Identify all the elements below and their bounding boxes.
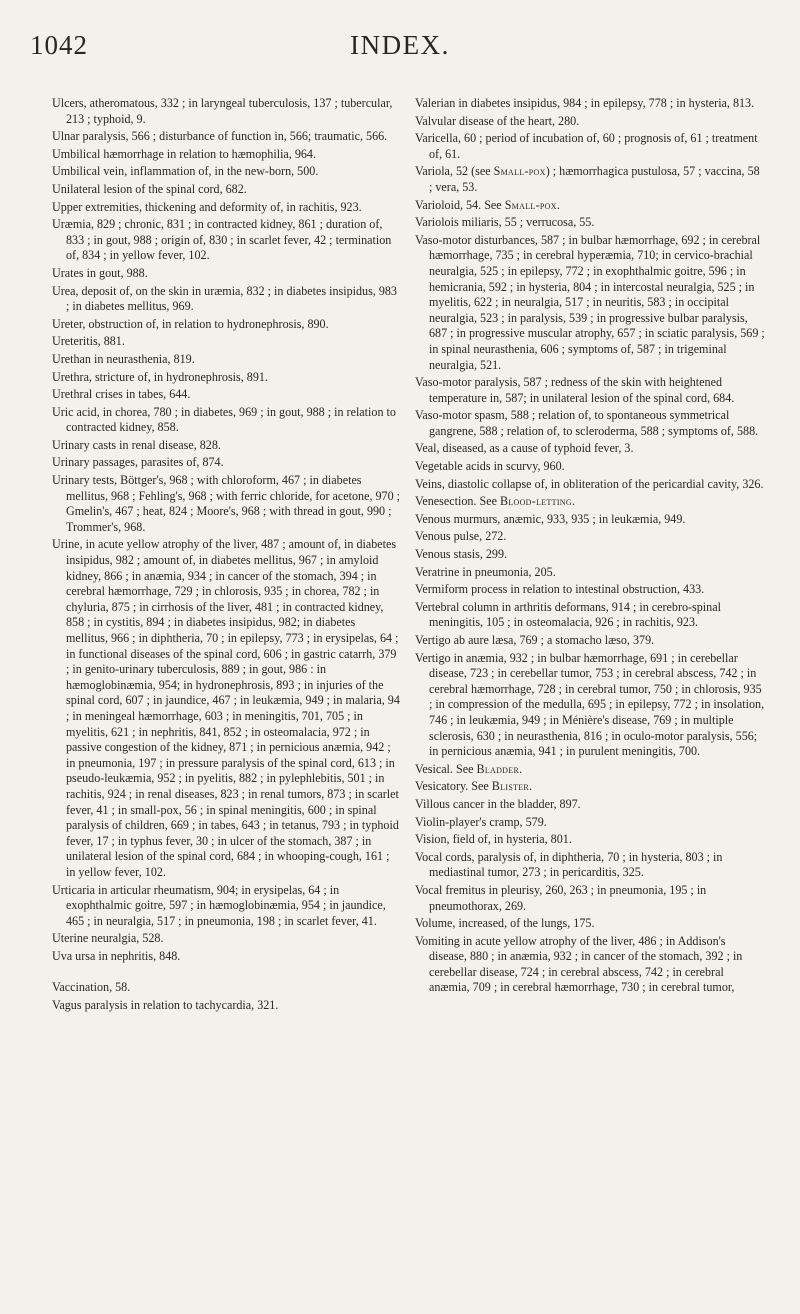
index-entry xyxy=(415,547,765,563)
index-entry xyxy=(52,998,400,1014)
index-entry-text: Veratrine in pneumonia, 205. xyxy=(415,564,556,579)
index-entry-text-after: . xyxy=(529,779,533,794)
index-entry-text: Ureter, obstruction of, in relation to hydronephrosis, 890. xyxy=(52,316,329,331)
index-entry xyxy=(52,473,400,535)
index-entry xyxy=(415,215,765,231)
index-entry-text: Unilateral lesion of the spinal cord, 682. xyxy=(52,181,247,196)
index-entry xyxy=(415,850,765,881)
index-entry xyxy=(52,455,400,471)
index-entry xyxy=(415,198,765,214)
index-entry-text: Vermiform process in relation to intestinal obstruction, 433. xyxy=(415,582,705,597)
index-entry xyxy=(415,459,765,475)
index-entry-text: Vomiting in acute yellow atrophy of the liver, 486 ; in Addison's disease, 880 ; in anæmia, 932 ; in cancer of the stomach, 392 ; in cerebellar disease, 724 ; in cerebral abscess, 742 ; in cerebral anæmia, 709 ; in cerebral hæmorrhage, 730 ; in cerebral tumor, xyxy=(415,933,743,995)
index-entry-text-after: . xyxy=(556,197,560,212)
index-entry-text: Urethra, stricture of, in hydronephrosis, 891. xyxy=(52,369,268,384)
index-entry-text: Volume, increased, of the lungs, 175. xyxy=(415,916,595,931)
index-entry-text: Vocal fremitus in pleurisy, 260, 263 ; in pneumonia, 195 ; in pneumothorax, 269. xyxy=(415,882,707,913)
index-entry-text: Veal, diseased, as a cause of typhoid fever, 3. xyxy=(415,441,634,456)
index-entry xyxy=(52,537,400,880)
cross-reference: Small-pox xyxy=(504,197,557,212)
index-entry xyxy=(415,477,765,493)
index-entry xyxy=(415,600,765,631)
index-entry xyxy=(52,334,400,350)
index-entry-text: Venesection. See xyxy=(415,494,500,509)
index-entry xyxy=(52,200,400,216)
index-entry-text: Urethral crises in tabes, 644. xyxy=(52,387,191,402)
index-entry xyxy=(415,916,765,932)
index-entry xyxy=(415,408,765,439)
index-entry-text: Vesical. See xyxy=(415,761,477,776)
index-entry-text-after: ) ; hæmorrhagica pustulosa, 57 ; vaccina, 58 ; vera, 53. xyxy=(429,164,760,194)
index-entry-text: Umbilical vein, inflammation of, in the new-born, 500. xyxy=(52,164,319,179)
index-entry-text: Vaso-motor paralysis, 587 ; redness of the skin with heightened temperature in, 587; in unilateral lesion of the spinal cord, 684. xyxy=(415,375,735,405)
index-entry-text: Urticaria in articular rheumatism, 904; in erysipelas, 64 ; in exophthalmic goitre, 597 ; in hæmoglobinæmia, 954 ; in jaundice, 465 ; in neuralgia, 517 ; in pneumonia, 198 ; in scarlet fever, 41. xyxy=(52,882,386,928)
index-entry-text: Upper extremities, thickening and deformity of, in rachitis, 923. xyxy=(52,199,362,214)
index-entry xyxy=(52,883,400,930)
index-entry xyxy=(415,797,765,813)
index-entry xyxy=(415,233,765,373)
index-entry xyxy=(52,931,400,947)
index-entry-text: Veins, diastolic collapse of, in obliteration of the pericardial cavity, 326. xyxy=(415,476,764,491)
index-entry xyxy=(415,96,765,112)
index-entry xyxy=(52,129,400,145)
index-entry xyxy=(415,512,765,528)
index-entry-text: Uterine neuralgia, 528. xyxy=(52,931,164,946)
index-entry xyxy=(415,633,765,649)
index-entry xyxy=(415,651,765,760)
index-entry-text: Urethan in neurasthenia, 819. xyxy=(52,351,195,366)
index-entry xyxy=(415,883,765,914)
index-entry xyxy=(415,164,765,195)
index-entry xyxy=(415,934,765,996)
index-entry xyxy=(52,284,400,315)
index-entry xyxy=(52,438,400,454)
index-entry xyxy=(52,164,400,180)
index-entry-text: Vocal cords, paralysis of, in diphtheria, 70 ; in hysteria, 803 ; in mediastinal tumor, 273 ; in pericarditis, 325. xyxy=(415,849,723,880)
index-entry xyxy=(52,266,400,282)
index-entry-text: Urinary casts in renal disease, 828. xyxy=(52,437,221,452)
index-entry-text-after: . xyxy=(571,494,575,509)
index-entry-text: Ureteritis, 881. xyxy=(52,334,125,349)
index-entry-text: Varioloid, 54. See xyxy=(415,197,505,212)
index-entry-text: Ulnar paralysis, 566 ; disturbance of function in, 566; traumatic, 566. xyxy=(52,129,388,144)
index-entry-text: Urinary tests, Böttger's, 968 ; with chloroform, 467 ; in diabetes mellitus, 968 ; Fehling's, 968 ; with ferric chloride, for acetone, 970 ; Gmelin's, 467 ; heat, 824 ; Moore's, 968 ; with thread in gout, 990 ; Trommer's, 968. xyxy=(52,473,401,534)
index-entry-text: Uræmia, 829 ; chronic, 831 ; in contracted kidney, 861 ; duration of, 833 ; in gout, 988 ; origin of, 830 ; in scarlet fever, 42 ; termination of, 834 ; in yellow fever, 102. xyxy=(52,217,392,263)
page-number: 1042 xyxy=(30,30,88,60)
index-entry-text: Violin-player's cramp, 579. xyxy=(415,814,547,829)
page-header xyxy=(0,30,800,70)
index-entry-text: Vertigo in anæmia, 932 ; in bulbar hæmorrhage, 691 ; in cerebellar disease, 723 ; in cerebellar tumor, 753 ; in cerebral abscess, 742 ; in cerebral hæmorrhage, 728 ; in cerebral tumor, 750 ; in chlorosis, 935 ; in compression of the medulla, 695 ; in epilepsy, 772 ; in insolation, 746 ; in leukæmia, 949 ; in Ménière's disease, 769 ; in multiple sclerosis, 630 ; in neurasthenia, 816 ; in oculo-motor paralysis, 556; in pernicious anæmia, 941 ; in purulent meningitis, 700. xyxy=(415,650,765,759)
index-entry-text: Variolois miliaris, 55 ; verrucosa, 55. xyxy=(415,215,595,230)
index-entry-text: Umbilical hæmorrhage in relation to hæmophilia, 964. xyxy=(52,146,317,161)
index-entry-text: Urates in gout, 988. xyxy=(52,265,148,280)
index-entry xyxy=(52,96,400,127)
index-entry-text: Vision, field of, in hysteria, 801. xyxy=(415,832,572,847)
index-entry-text: Vaso-motor disturbances, 587 ; in bulbar hæmorrhage, 692 ; in cerebral hæmorrhage, 735 ; in cerebral hyperæmia, 710; in cervico-brachial neuralgia, 525 ; in epilepsy, 772 ; in exophthalmic goitre, 596 ; in hemicrania, 592 ; in hysteria, 804 ; in intercostal neuralgia, 525 ; in myelitis, 622 ; in neuralgia, 517 ; in neuritis, 583 ; in occipital neuralgia, 523 ; in paralysis, 539 ; in progressive bulbar paralysis, 687 ; in progressive muscular atrophy, 657 ; in sciatic paralysis, 569 ; in spinal neurasthenia, 606 ; symptoms of, 587 ; in trigeminal neuralgia, 521. xyxy=(415,232,765,372)
index-entry xyxy=(415,762,765,778)
index-entry xyxy=(52,405,400,436)
index-entry-text: Venous murmurs, anæmic, 933, 935 ; in leukæmia, 949. xyxy=(415,511,686,526)
index-entry xyxy=(415,565,765,581)
index-entry-text: Vegetable acids in scurvy, 960. xyxy=(415,459,565,474)
index-entry-text-after: . xyxy=(519,761,523,776)
index-entry xyxy=(52,980,400,996)
index-entry xyxy=(52,949,400,965)
index-entry xyxy=(415,131,765,162)
index-entry xyxy=(415,582,765,598)
index-entry xyxy=(52,387,400,403)
index-entry-text: Urea, deposit of, on the skin in uræmia, 832 ; in diabetes insipidus, 983 ; in diabetes mellitus, 969. xyxy=(52,283,397,314)
index-entry-text: Ulcers, atheromatous, 332 ; in laryngeal tuberculosis, 137 ; tubercular, 213 ; typhoid, 9. xyxy=(52,96,393,126)
index-entry-text: Vertigo ab aure læsa, 769 ; a stomacho læso, 379. xyxy=(415,633,655,647)
page-title: INDEX. xyxy=(350,30,450,60)
index-entry-text: Vagus paralysis in relation to tachycardia, 321. xyxy=(52,998,279,1013)
index-entry-text: Vesicatory. See xyxy=(415,779,492,794)
index-entry-text: Uva ursa in nephritis, 848. xyxy=(52,948,181,963)
index-entry xyxy=(52,182,400,198)
cross-reference: Blood-letting xyxy=(499,494,572,509)
index-entry-text: Villous cancer in the bladder, 897. xyxy=(415,796,581,811)
section-gap xyxy=(52,966,400,980)
index-entry xyxy=(415,494,765,510)
index-entry xyxy=(52,217,400,264)
index-entry xyxy=(415,375,765,406)
index-entry xyxy=(52,317,400,333)
index-entry-text: Varicella, 60 ; period of incubation of, 60 ; prognosis of, 61 ; treatment of, 61. xyxy=(415,131,758,161)
index-entry-text: Urinary passages, parasites of, 874. xyxy=(52,455,224,470)
index-entry xyxy=(52,370,400,386)
cross-reference: Bladder xyxy=(476,761,520,776)
index-entry-text: Vaso-motor spasm, 588 ; relation of, to spontaneous symmetrical gangrene, 588 ; relation of, to scleroderma, 588 ; symptoms of, 588. xyxy=(415,408,759,438)
index-column-right xyxy=(415,96,765,998)
index-entry-text: Vertebral column in arthritis deformans, 914 ; in cerebro-spinal meningitis, 105 ; in osteomalacia, 926 ; in rachitis, 923. xyxy=(415,599,721,630)
index-entry-text: Uric acid, in chorea, 780 ; in diabetes, 969 ; in gout, 988 ; in relation to contracted kidney, 858. xyxy=(52,404,396,435)
cross-reference: Blister xyxy=(491,779,530,794)
index-entry xyxy=(415,815,765,831)
index-entry-text: Venous stasis, 299. xyxy=(415,547,508,562)
index-entry-text: Urine, in acute yellow atrophy of the liver, 487 ; amount of, in diabetes insipidus, 982 ; amount of, in diabetes mellitus, 967 ; in amyloid kidney, 866 ; in anæmia, 934 ; in cancer of the stomach, 394 ; in cerebral hæmorrhage, 729 ; in chlorosis, 935 ; in chorea, 782 ; in chyluria, 875 ; in cirrhosis of the liver, 481 ; in contracted kidney, 858 ; in cystitis, 894 ; in diabetes insipidus, 982; in diabetes mellitus, 966 ; in diphtheria, 70 ; in epilepsy, 773 ; in erysipelas, 64 ; in functional diseases of the spinal cord, 606 ; in gastric catarrh, 379 ; in genito-urinary tuberculosis, 889 ; in gout, 986 : in hæmoglobinæmia, 954; in hydronephrosis, 893 ; in injuries of the spinal cord, 607 ; in jaundice, 467 ; in leukæmia, 949 ; in malaria, 94 ; in meningeal hæmorrhage, 603 ; in meningitis, 701, 705 ; in myelitis, 621 ; in nephritis, 841, 852 ; in osteomalacia, 972 ; in passive congestion of the kidney, 871 ; in pernicious anæmia, 942 ; in pneumonia, 197 ; in pressure paralysis of the spinal cord, 613 ; in pseudo-leukæmia, 952 ; in pyelitis, 882 ; in pylephlebitis, 501 ; in rachitis, 924 ; in renal diseases, 823 ; in renal tumors, 873 ; in scarlet fever, 41 ; in small-pox, 56 ; in spinal meningitis, 600 ; in spinal paralysis of children, 669 ; in tabes, 643 ; in tetanus, 793 ; in typhoid fever, 17 ; in typhus fever, 30 ; in ulcer of the stomach, 387 ; in unilateral lesion of the spinal cord, 684 ; in whooping-cough, 161 ; in yellow fever, 102. xyxy=(52,537,400,879)
index-entry-text: Variola, 52 (see xyxy=(415,164,494,179)
index-entry-text: Venous pulse, 272. xyxy=(415,529,507,544)
index-entry xyxy=(415,441,765,457)
index-entry xyxy=(415,114,765,130)
index-entry xyxy=(52,352,400,368)
index-entry-text: Valvular disease of the heart, 280. xyxy=(415,113,580,128)
index-column-left xyxy=(52,96,400,1016)
index-entry-text: Valerian in diabetes insipidus, 984 ; in epilepsy, 778 ; in hysteria, 813. xyxy=(415,96,755,110)
index-entry xyxy=(415,529,765,545)
index-entry-text: Vaccination, 58. xyxy=(52,980,131,995)
index-entry xyxy=(52,147,400,163)
cross-reference: Small-pox xyxy=(493,164,546,179)
index-entry xyxy=(415,832,765,848)
index-entry xyxy=(415,779,765,795)
